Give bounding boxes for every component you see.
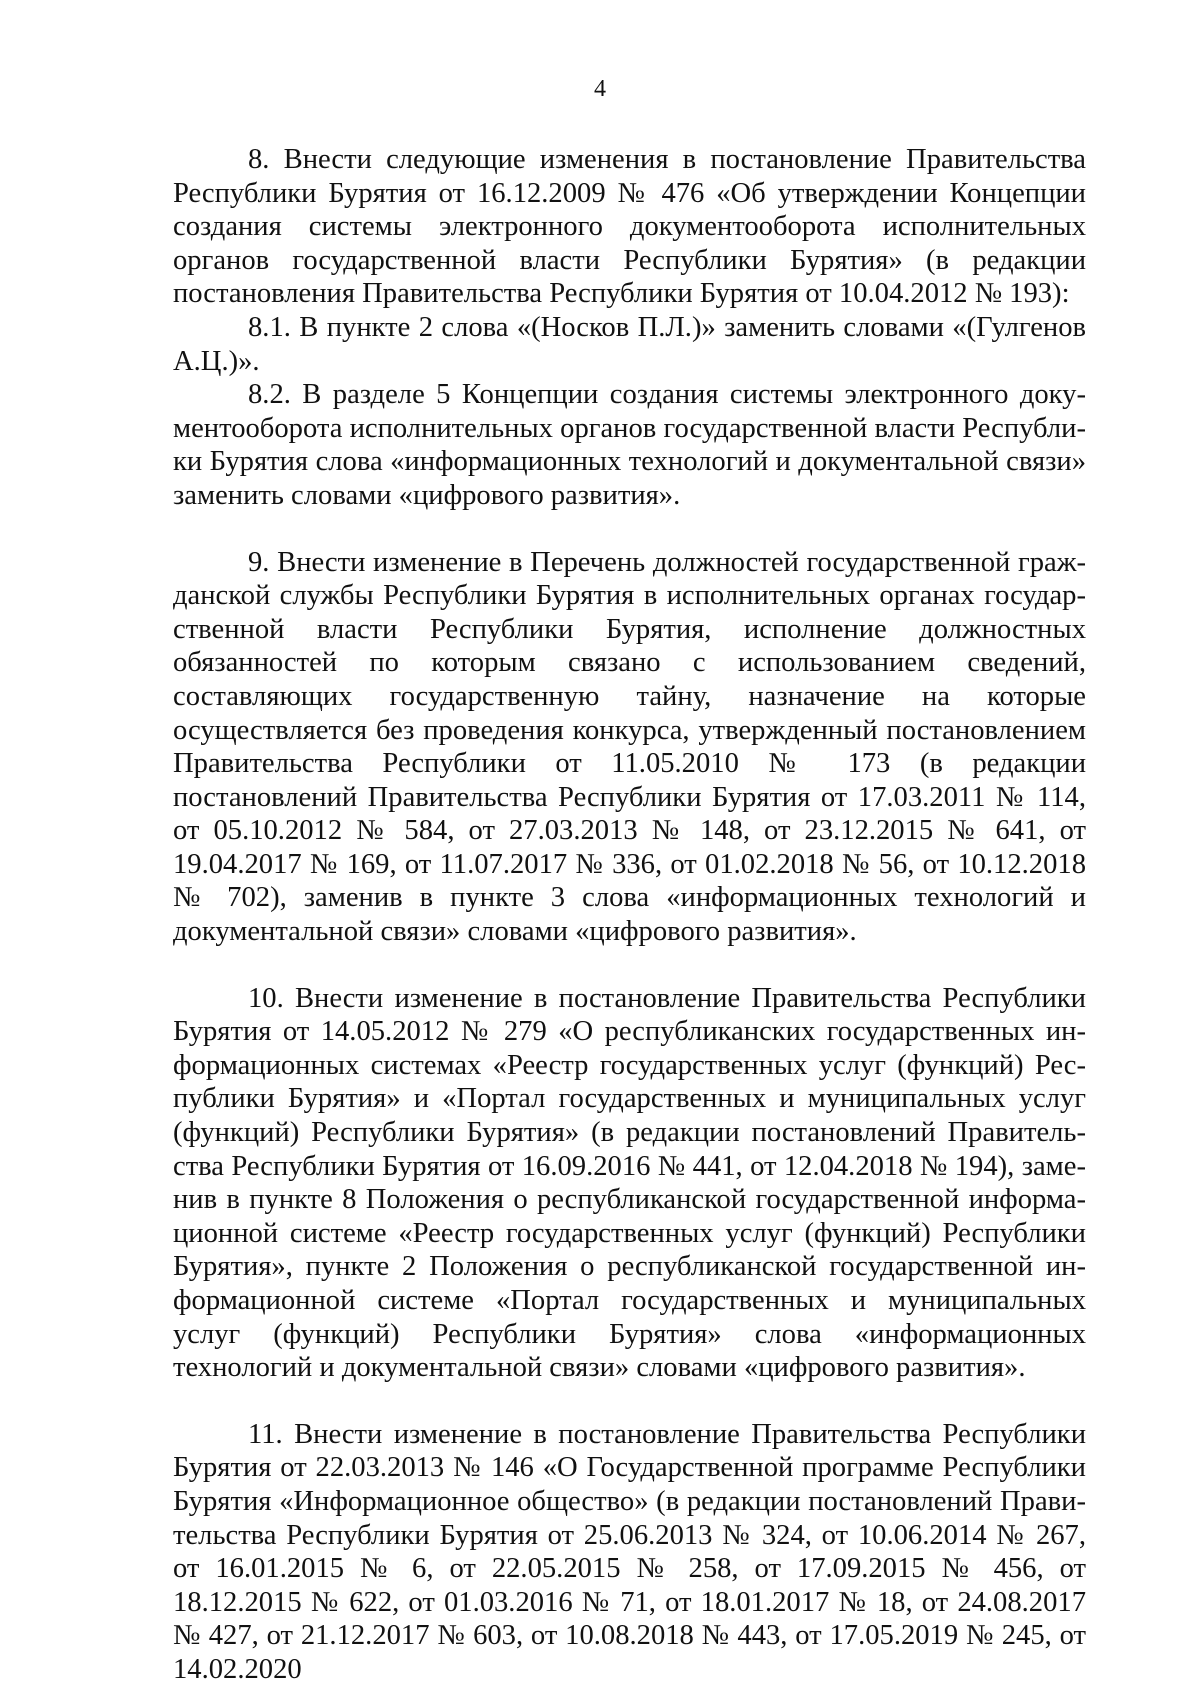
paragraph-11: 11. Внести изменение в постановление Правительства Республики Бурятия от 22.03.2013 № 146 «О Государственной программе Республики Бурятия «Информационное общество» (в редакции постановлений Правительства Республики Бурятия от 25.06.2013 № 324, от 10.06.2014 № 267, от 16.01.2015 № 6, от 22.05.2015 № 258, от 17.09.2015 № 456, от 18.12.2015 № 622, от 01.03.2016 № 71, от 18.01.2017 № 18, от 24.08.2017 № 427, от 21.12.2017 № 603, от 10.08.2018 № 443, от 17.05.2019 № 245, от 14.02.2020: [173, 1418, 1086, 1685]
paragraph-spacer: [173, 1385, 1086, 1418]
paragraph-10: 10. Внести изменение в постановление Правительства Республики Бурятия от 14.05.2012 № 279 «О республиканских государственных информационных системах «Реестр государственных услуг (функций) Республики Бурятия» и «Портал государственных и муниципальных услуг (функций) Республики Бурятия» (в редакции постановлений Правительства Республики Бурятия от 16.09.2016 № 441, от 12.04.2018 № 194), заменив в пункте 8 Положения о республиканской государственной информационной системе «Реестр государственных услуг (функций) Республики Бурятия», пункте 2 Положения о республиканской государственной информационной системе «Портал государственных и муниципальных услуг (функций) Республики Бурятия» слова «информационных технологий и документальной связи» словами «цифрового развития».: [173, 982, 1086, 1384]
paragraph-spacer: [173, 949, 1086, 982]
paragraph-spacer: [173, 513, 1086, 546]
paragraph-8-1: 8.1. В пункте 2 слова «(Носков П.Л.)» заменить словами «(Гулгенов А.Ц.)».: [173, 311, 1086, 377]
paragraph-9: 9. Внести изменение в Перечень должностей государственной гражданской службы Республики Бурятия в исполнительных органах государственной власти Республики Бурятия, исполнение должностных обязанностей по которым связано с использованием сведений, составляющих государственную тайну, назначение на которые осуществляется без проведения конкурса, утвержденный постановлением Правительства Республики от 11.05.2010 № 173 (в редакции постановлений Правительства Республики Бурятия от 17.03.2011 № 114, от 05.10.2012 № 584, от 27.03.2013 № 148, от 23.12.2015 № 641, от 19.04.2017 № 169, от 11.07.2017 № 336, от 01.02.2018 № 56, от 10.12.2018 № 702), заменив в пункте 3 слова «информационных технологий и документальной связи» словами «цифрового развития».: [173, 546, 1086, 948]
paragraph-8: 8. Внести следующие изменения в постановление Правительства Республики Бурятия от 16.12.2009 № 476 «Об утверждении Концепции создания системы электронного документооборота исполнительных органов государственной власти Республики Бурятия» (в редакции постановления Правительства Республики Бурятия от 10.04.2012 № 193):: [173, 144, 1086, 310]
paragraph-8-2: 8.2. В разделе 5 Концепции создания системы электронного документооборота исполнительных органов государственной власти Республики Бурятия слова «информационных технологий и документальной связи» заменить словами «цифрового развития».: [173, 379, 1086, 511]
document-body: [173, 143, 1086, 1687]
page-number: 4: [594, 76, 606, 102]
